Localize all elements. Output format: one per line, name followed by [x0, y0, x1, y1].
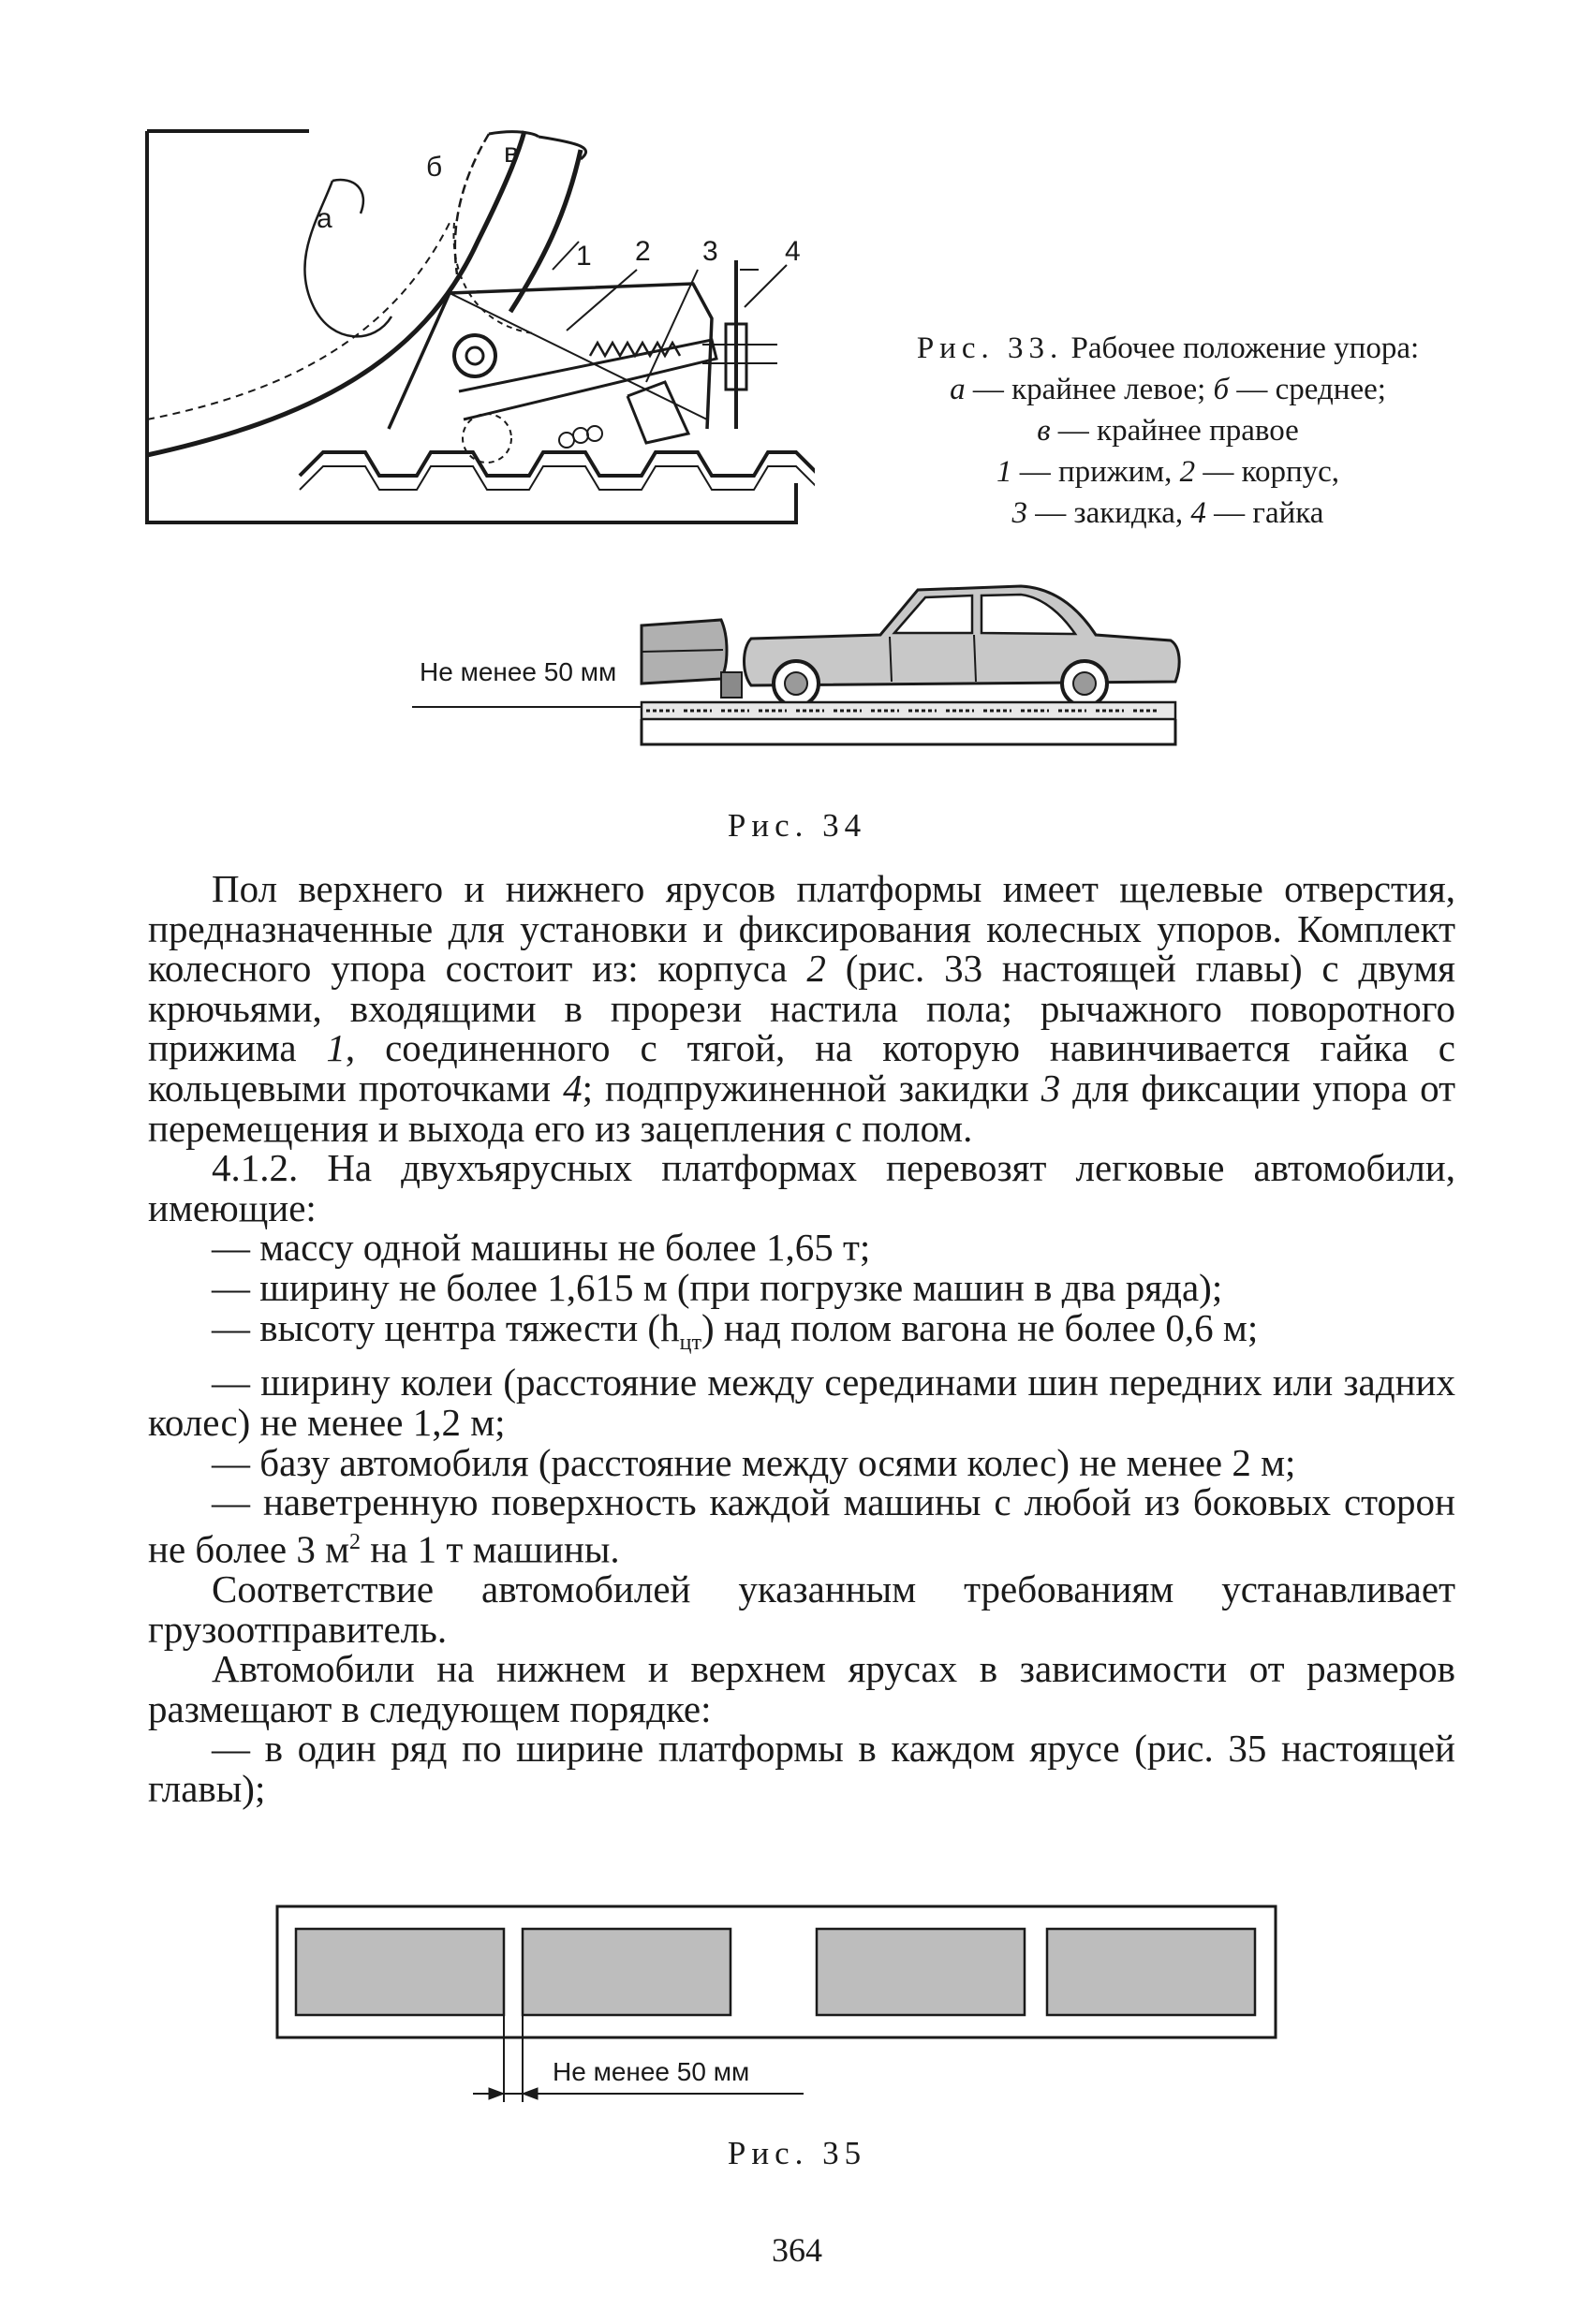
fig33-caption-title: Рабочее положение упора:	[1070, 331, 1420, 365]
fig34-caption: Рис. 34	[727, 807, 867, 844]
fig33-label-v: в	[504, 138, 519, 169]
car-block	[817, 1929, 1025, 2015]
list-item: — ширину не более 1,615 м (при погрузке машин в два ряда);	[212, 1265, 1223, 1309]
list-item: — наветренную поверхность каждой машины с любой из боковых сторон не более 3 $м^2$ на 1 т машины.	[148, 1480, 1455, 1571]
fig33-label-1: 1	[576, 241, 592, 272]
car-block	[1047, 1929, 1255, 2015]
body-text	[148, 869, 1455, 1809]
list-item: — ширину колеи (расстояние между серединами шин передних или задних колес) не менее 1,2 м;	[148, 1361, 1455, 1444]
car-block	[523, 1929, 731, 2015]
fig33-caption-prefix: Рис. 33.	[916, 331, 1064, 365]
fig33-label-2: 2	[635, 236, 651, 267]
list-item: — массу одной машины не более 1,65 т;	[212, 1226, 871, 1270]
fig33-label-a: а	[317, 203, 332, 234]
page-number: 364	[772, 2231, 822, 2269]
fig33-label-4: 4	[785, 236, 801, 267]
fig35-caption: Рис. 35	[727, 2135, 867, 2171]
fig33-label-3: 3	[702, 236, 718, 267]
paragraph-2: 4.1.2. На двухъярусных платформах перевозят легковые автомобили, имеющие:	[148, 1146, 1455, 1229]
fig33-drawing	[140, 110, 815, 532]
list-item: — высоту центра тяжести $(h_{цт})$ над полом вагона не более 0,6 м;	[212, 1305, 1259, 1355]
list-item: — базу автомобиля (расстояние между осями колес) не менее 2 м;	[212, 1440, 1296, 1484]
paragraph-4: Автомобили на нижнем и верхнем ярусах в зависимости от размеров размещают в следующем порядке:	[148, 1647, 1455, 1730]
fig35-dimension-label: Не менее 50 мм	[553, 2057, 750, 2086]
fig34-dimension-label: Не менее 50 мм	[420, 657, 617, 686]
fig35-drawing	[272, 1901, 1283, 2111]
paragraph-3: Соответствие автомобилей указанным требованиям устанавливает грузоотправитель.	[148, 1566, 1455, 1651]
car-block	[296, 1929, 504, 2015]
list-item: — в один ряд по ширине платформы в каждом ярусе (рис. 35 настоящей главы);	[148, 1727, 1455, 1810]
paragraph-1: Пол верхнего и нижнего ярусов платформы имеет щелевые отверстия, предназначенные для установки и фиксирования колесных упоров. Комплект колесного упора состоит из: корпуса 2 (рис. 33 настоящей главы) с двумя крючьями, входящими в прорези настила пола; рычажного поворотного прижима 1, соединенного с тягой, на которую навинчивается гайка с кольцевыми проточками 4; подпружиненной закидки 3 для фиксации упора от перемещения и выхода его из зацепления с полом.	[148, 867, 1456, 1150]
fig33-caption: Рис. 33. Рабочее положение упора: а — крайнее левое; б — среднее; в — крайнее правое 1 — прижим, 2 — корпус, 3 — закидка, 4 — гайка	[916, 331, 1420, 530]
fig33-label-b: б	[426, 152, 443, 183]
